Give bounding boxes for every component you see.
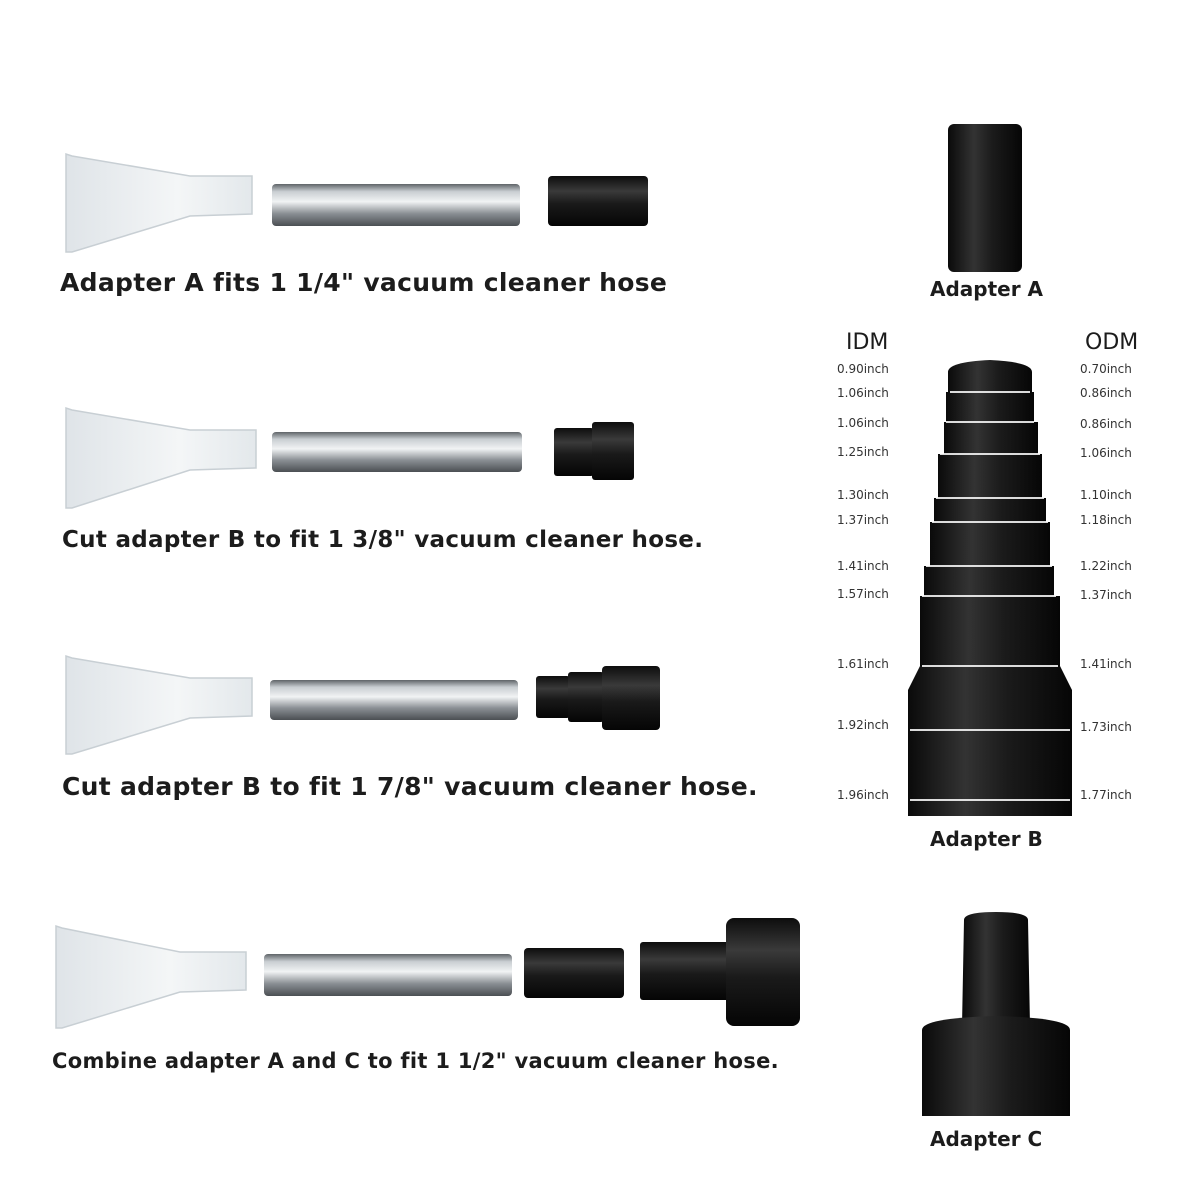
steel-tube-icon [272, 184, 520, 226]
steel-tube-icon [264, 954, 512, 996]
steel-tube-icon [270, 680, 518, 720]
adapter-a-icon [524, 948, 624, 998]
idm-value: 1.61inch [837, 657, 889, 671]
idm-value: 1.41inch [837, 559, 889, 573]
caption-adapter-b-large: Cut adapter B to fit 1 7/8" vacuum cleaner hose. [62, 772, 758, 801]
idm-value: 1.57inch [837, 587, 889, 601]
odm-value: 1.10inch [1080, 488, 1132, 502]
odm-value: 1.22inch [1080, 559, 1132, 573]
idm-value: 1.92inch [837, 718, 889, 732]
odm-value: 1.73inch [1080, 720, 1132, 734]
idm-value: 1.06inch [837, 386, 889, 400]
adapter-c-icon [640, 918, 800, 1026]
idm-value: 1.25inch [837, 445, 889, 459]
odm-value: 1.77inch [1080, 788, 1132, 802]
adapter-b-large-icon [536, 666, 660, 730]
odm-value: 1.06inch [1080, 446, 1132, 460]
label-adapter-c: Adapter C [930, 1127, 1043, 1151]
idm-header: IDM [846, 330, 889, 355]
odm-value: 0.70inch [1080, 362, 1132, 376]
crevice-nozzle-icon [66, 656, 252, 754]
row-4-assembly [56, 918, 800, 1028]
odm-header: ODM [1085, 330, 1139, 355]
steel-tube-icon [272, 432, 522, 472]
adapter-a-icon [548, 176, 648, 226]
adapter-a-large-icon [948, 124, 1022, 272]
crevice-nozzle-icon [66, 408, 256, 508]
caption-adapter-b-small: Cut adapter B to fit 1 3/8" vacuum cleaner hose. [62, 527, 704, 553]
row-1-assembly [66, 154, 648, 252]
label-adapter-b: Adapter B [930, 827, 1043, 851]
idm-value: 1.96inch [837, 788, 889, 802]
caption-adapter-a-and-c: Combine adapter A and C to fit 1 1/2" vacuum cleaner hose. [52, 1049, 779, 1073]
adapter-c-large-icon [922, 912, 1070, 1116]
row-3-assembly [66, 656, 660, 754]
odm-value: 0.86inch [1080, 417, 1132, 431]
caption-adapter-a: Adapter A fits 1 1/4" vacuum cleaner hose [60, 268, 668, 297]
idm-value: 1.30inch [837, 488, 889, 502]
crevice-nozzle-icon [56, 926, 246, 1028]
row-2-assembly [66, 408, 634, 508]
odm-value: 0.86inch [1080, 386, 1132, 400]
odm-value: 1.41inch [1080, 657, 1132, 671]
adapter-b-stepped-icon [908, 360, 1072, 816]
idm-value: 0.90inch [837, 362, 889, 376]
crevice-nozzle-icon [66, 154, 252, 252]
adapter-b-small-icon [554, 422, 634, 480]
odm-value: 1.18inch [1080, 513, 1132, 527]
odm-value: 1.37inch [1080, 588, 1132, 602]
idm-value: 1.06inch [837, 416, 889, 430]
label-adapter-a: Adapter A [930, 277, 1044, 301]
idm-value: 1.37inch [837, 513, 889, 527]
